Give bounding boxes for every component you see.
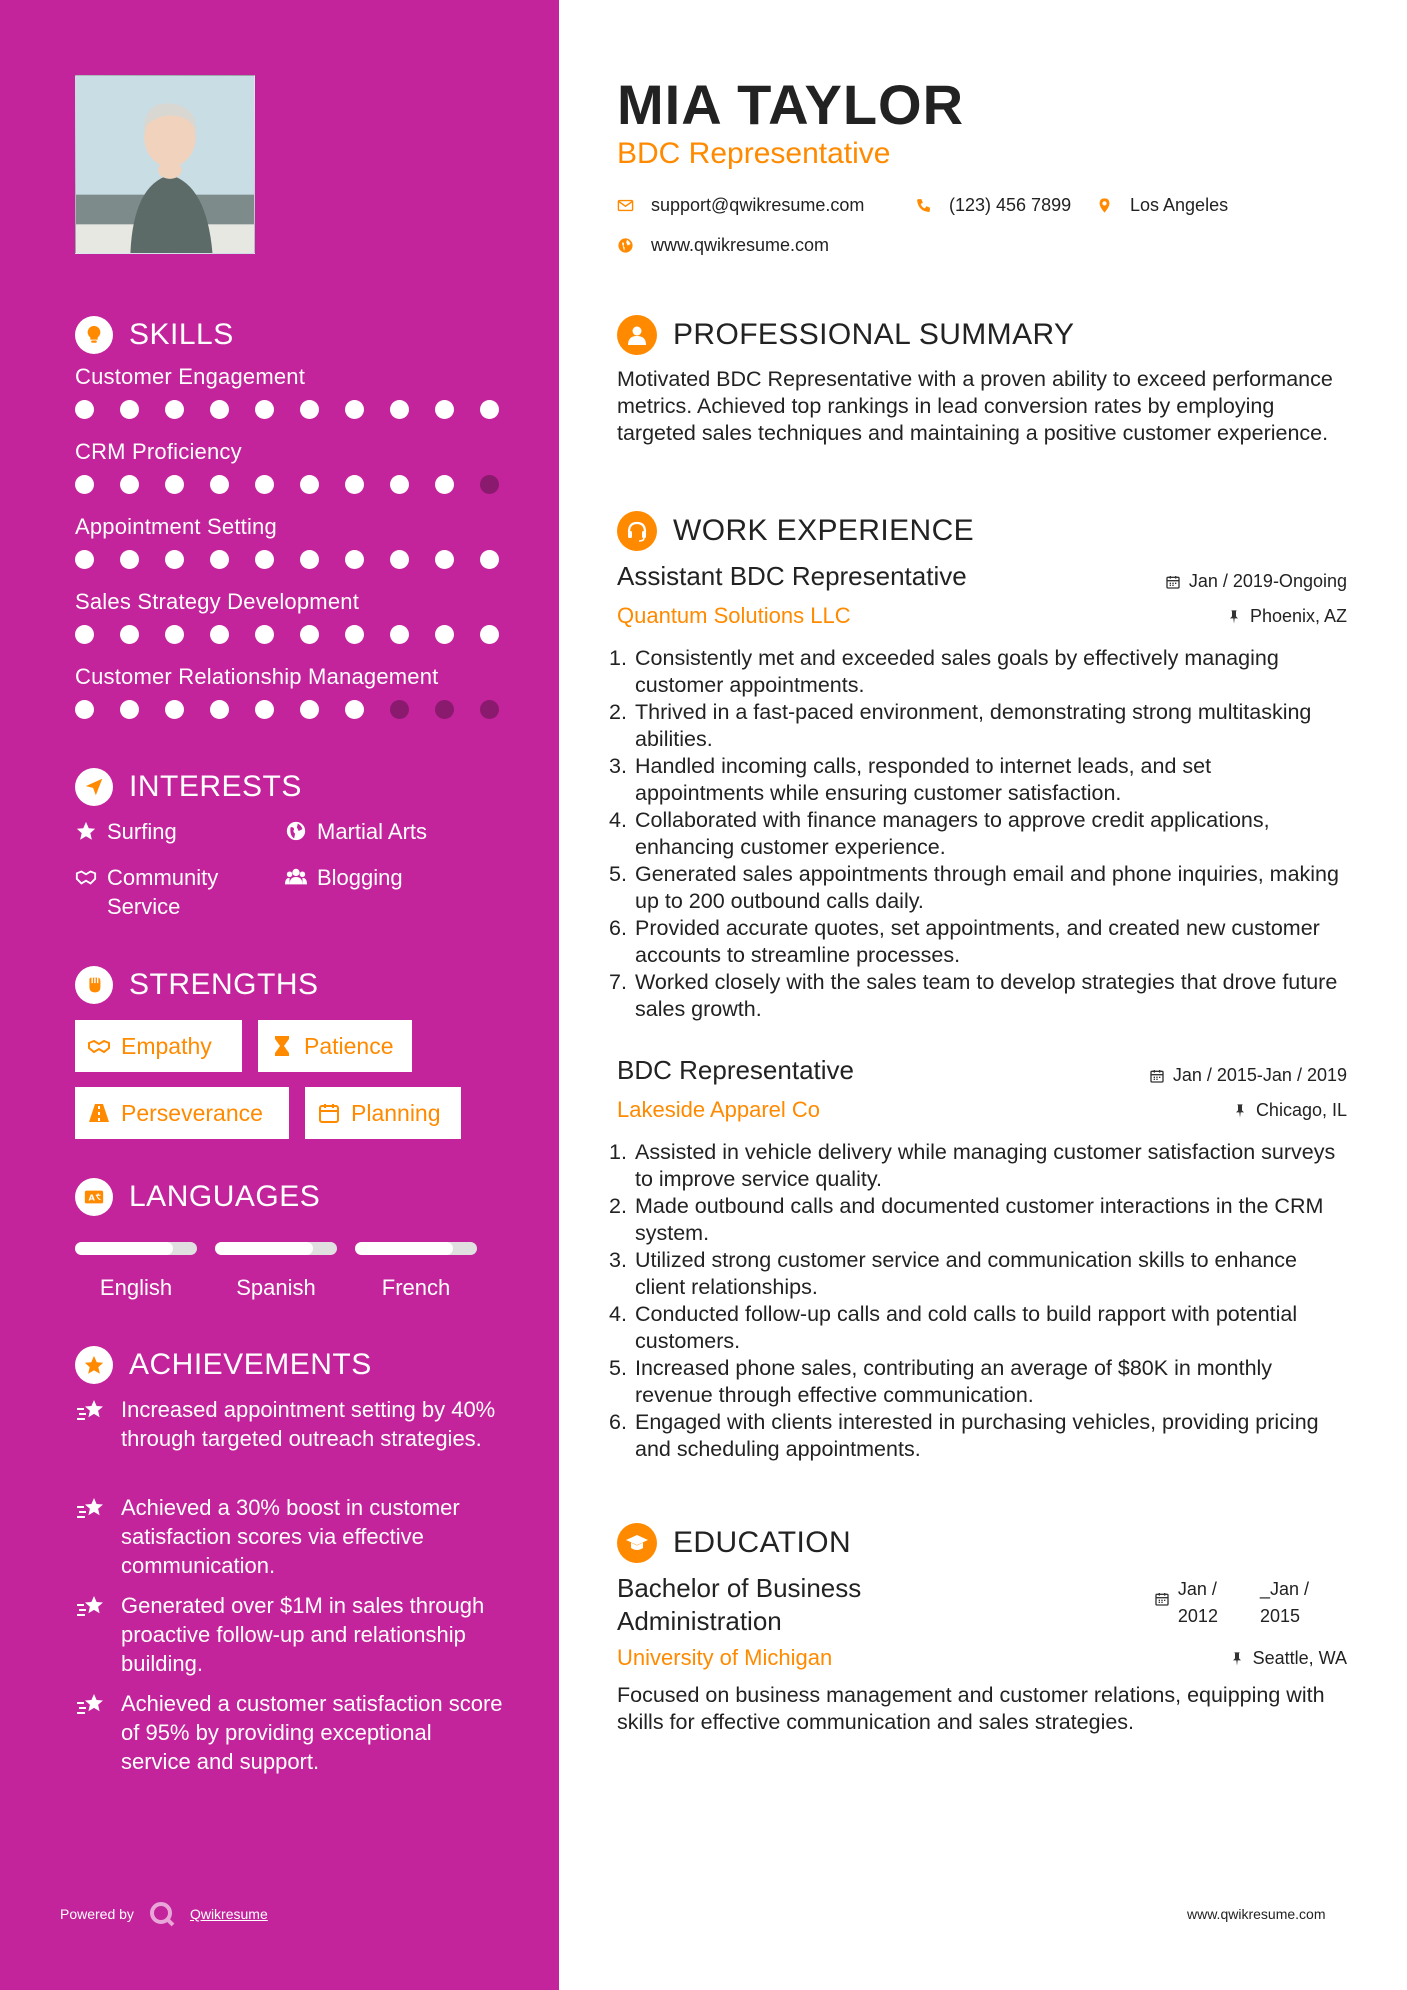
job-location-text: Chicago, IL (1255, 1100, 1347, 1120)
languages-section (75, 1177, 515, 1217)
profile-photo-image (76, 76, 254, 253)
rating-dot-filled (300, 700, 319, 719)
language-item (75, 1242, 197, 1301)
list-item: Collaborated with finance managers to approve credit applications, enhancing customer experience. (635, 808, 1270, 859)
rating-dot-filled (75, 700, 94, 719)
calendar-icon (1149, 1068, 1165, 1084)
strength-label: Planning (351, 1099, 441, 1126)
candidate-name: MIA TAYLOR (617, 73, 965, 136)
interest-item (285, 863, 403, 892)
rating-dot-filled (345, 550, 364, 569)
degree-title: Bachelor of Business Administration (617, 1573, 862, 1636)
list-item: Handled incoming calls, responded to internet leads, and set appointments while ensuring customer satisfaction. (635, 754, 1212, 805)
languages-header (75, 1177, 515, 1217)
rating-dot-filled (120, 400, 139, 419)
contact-email[interactable] (617, 195, 864, 216)
globe-icon (285, 820, 307, 842)
language-item (355, 1242, 477, 1301)
calendar-icon (1165, 574, 1181, 590)
list-item: Engaged with clients interested in purchasing vehicles, providing pricing and scheduling appointments. (635, 1410, 1319, 1461)
language-name: Spanish (236, 1275, 316, 1300)
paper-plane-icon (75, 768, 113, 806)
skill-item (75, 662, 515, 719)
rating-dot-filled (75, 550, 94, 569)
skill-rating (75, 700, 515, 719)
rating-dot-filled (435, 625, 454, 644)
education-header (617, 1522, 851, 1564)
rating-dot-filled (390, 550, 409, 569)
footer-url[interactable]: www.qwikresume.com (1187, 1906, 1326, 1922)
rating-dot-filled (480, 625, 499, 644)
achievement-text: Generated over $1M in sales through proactive follow-up and relationship building. (121, 1593, 485, 1676)
sidebar (0, 0, 559, 1990)
achievement-item (75, 1689, 505, 1776)
powered-by (60, 1900, 268, 1928)
strength-label: Patience (304, 1032, 394, 1059)
rating-dot-filled (300, 625, 319, 644)
list-item: Made outbound calls and documented customer interactions in the CRM system. (635, 1194, 1324, 1245)
languages-title: LANGUAGES (129, 1180, 321, 1213)
contact-phone[interactable] (915, 195, 1071, 216)
end-year: 2015 (1259, 1606, 1300, 1626)
language-bar (355, 1242, 477, 1255)
end-month: _Jan / (1259, 1579, 1309, 1599)
strengths-header (75, 965, 515, 1005)
achievements-section (75, 1345, 515, 1385)
road-icon (87, 1101, 111, 1125)
achievement-item (75, 1395, 505, 1453)
achievement-text: Increased appointment setting by 40% through targeted outreach strategies. (121, 1397, 496, 1451)
achievements-title: ACHIEVEMENTS (129, 1348, 372, 1381)
language-name: French (381, 1275, 451, 1300)
rating-dot-filled (480, 550, 499, 569)
skill-name: CRM Proficiency (75, 439, 242, 464)
candidate-role: BDC Representative (617, 137, 891, 170)
pushpin-icon (1226, 609, 1242, 625)
rating-dot-filled (435, 550, 454, 569)
skill-item (75, 587, 515, 644)
interest-item (75, 817, 177, 846)
achievements-header (75, 1345, 515, 1385)
language-icon (75, 1178, 113, 1216)
qwikresume-logo-icon (148, 1900, 176, 1928)
list-item: Worked closely with the sales team to develop strategies that drove future sales growth. (635, 970, 1338, 1021)
language-bar-fill (215, 1242, 313, 1255)
language-name: English (99, 1275, 173, 1300)
list-item: Utilized strong customer service and communication skills to enhance client relationships. (635, 1248, 1298, 1299)
map-pin-icon (1096, 197, 1113, 214)
rating-dot-filled (435, 400, 454, 419)
skills-title: SKILLS (129, 318, 234, 351)
qwikresume-link[interactable]: Qwikresume (189, 1906, 268, 1922)
rating-dot-filled (210, 550, 229, 569)
job-location (1232, 1100, 1347, 1121)
shooting-star-icon (75, 1397, 107, 1427)
rating-dot-filled (255, 550, 274, 569)
skills-section (75, 315, 515, 355)
education-end-date (1260, 1576, 1309, 1630)
skill-item (75, 512, 515, 569)
skill-name: Sales Strategy Development (75, 589, 360, 614)
skill-rating (75, 400, 515, 419)
rating-dot-filled (210, 625, 229, 644)
handshake-icon (87, 1034, 111, 1058)
strength-label: Empathy (121, 1032, 212, 1059)
skill-rating (75, 625, 515, 644)
skill-rating (75, 550, 515, 569)
skill-item (75, 437, 515, 494)
shooting-star-icon (75, 1691, 107, 1721)
skill-rating (75, 475, 515, 494)
star-icon (75, 820, 97, 842)
education-start-date (1178, 1576, 1218, 1630)
skill-item (75, 362, 515, 419)
rating-dot-filled (345, 400, 364, 419)
rating-dot-filled (390, 475, 409, 494)
rating-dot-filled (345, 700, 364, 719)
interests-section (75, 767, 515, 807)
powered-by-label: Powered by (60, 1906, 134, 1922)
education-title: EDUCATION (673, 1526, 852, 1559)
rating-dot-filled (120, 625, 139, 644)
strength-badge (305, 1087, 461, 1139)
interest-item (285, 817, 427, 846)
rating-dot-filled (165, 700, 184, 719)
job-title: BDC Representative (617, 1055, 854, 1085)
job-dates (1149, 1065, 1347, 1086)
job-responsibilities (609, 645, 1339, 1023)
hourglass-icon (270, 1034, 294, 1058)
language-item (215, 1242, 337, 1301)
company-name: Quantum Solutions LLC (617, 603, 851, 628)
job-location (1226, 606, 1347, 627)
handshake-icon (75, 866, 97, 888)
work-header (617, 510, 974, 552)
list-item: Assisted in vehicle delivery while managing customer satisfaction surveys to improve service quality. (635, 1140, 1336, 1191)
profile-photo (75, 75, 255, 254)
interest-label: Martial Arts (317, 819, 428, 844)
rating-dot-filled (75, 400, 94, 419)
rating-dot-filled (255, 625, 274, 644)
rating-dot-filled (165, 550, 184, 569)
rating-dot-filled (120, 475, 139, 494)
job-dates (1165, 571, 1347, 592)
list-item: Consistently met and exceeded sales goals by effectively managing customer appointments. (635, 646, 1279, 697)
language-bar (75, 1242, 197, 1255)
strength-badge (75, 1087, 289, 1139)
rating-dot-filled (345, 625, 364, 644)
education-dates (1154, 1576, 1347, 1630)
star-badge-icon (75, 1346, 113, 1384)
pushpin-icon (1229, 1651, 1245, 1667)
job-title: Assistant BDC Representative (617, 561, 967, 591)
rating-dot-empty (480, 700, 499, 719)
globe-icon (617, 237, 634, 254)
svg-text:A: A (88, 1192, 95, 1203)
start-year: 2012 (1177, 1606, 1218, 1626)
phone-text: (123) 456 7899 (949, 195, 1072, 215)
skills-header (75, 315, 515, 355)
interests-header (75, 767, 515, 807)
rating-dot-filled (435, 475, 454, 494)
summary-text: Motivated BDC Representative with a proven ability to exceed performance metrics. Achieved top rankings in lead conversion rates by employing targeted sales techniques and maintaining a positive customer experience. (617, 367, 1333, 445)
achievement-text: Achieved a 30% boost in customer satisfaction scores via effective communication. (121, 1495, 460, 1578)
skill-name: Customer Engagement (75, 364, 306, 389)
interest-label: Surfing (107, 819, 177, 844)
interests-title: INTERESTS (129, 770, 302, 803)
language-bar-fill (75, 1242, 173, 1255)
users-icon (285, 866, 307, 888)
rating-dot-filled (120, 700, 139, 719)
achievement-item (75, 1493, 505, 1580)
list-item: Generated sales appointments through email and phone inquiries, making up to 200 outbound calls daily. (635, 862, 1339, 913)
list-item: Thrived in a fast-paced environment, demonstrating strong multitasking abilities. (635, 700, 1312, 751)
list-item: Provided accurate quotes, set appointments, and created new customer accounts to streamline processes. (635, 916, 1320, 967)
graduation-cap-icon (617, 1523, 657, 1563)
company-name: Lakeside Apparel Co (617, 1097, 821, 1122)
list-item: Conducted follow-up calls and cold calls to build rapport with potential customers. (635, 1302, 1298, 1353)
school-name: University of Michigan (617, 1645, 833, 1670)
rating-dot-filled (345, 475, 364, 494)
work-title: WORK EXPERIENCE (673, 514, 975, 547)
list-item: Increased phone sales, contributing an average of $80K in monthly revenue through effective communication. (635, 1356, 1273, 1407)
location-text: Los Angeles (1130, 195, 1229, 215)
website-text: www.qwikresume.com (651, 235, 830, 255)
summary-header (617, 314, 1074, 356)
job-dates-text: Jan / 2015-Jan / 2019 (1172, 1065, 1347, 1085)
contact-location (1096, 195, 1228, 216)
achievement-text: Achieved a customer satisfaction score of 95% by providing exceptional service and support. (121, 1691, 503, 1774)
strength-badge (258, 1020, 412, 1072)
calendar-icon (317, 1101, 341, 1125)
contact-website[interactable] (617, 235, 829, 256)
education-location (1229, 1648, 1347, 1669)
email-text: support@qwikresume.com (651, 195, 865, 215)
language-bar-fill (355, 1242, 453, 1255)
education-location-text: Seattle, WA (1252, 1648, 1347, 1668)
rating-dot-filled (165, 400, 184, 419)
rating-dot-filled (210, 400, 229, 419)
rating-dot-filled (210, 475, 229, 494)
start-month: Jan / (1177, 1579, 1217, 1599)
rating-dot-empty (435, 700, 454, 719)
achievement-item (75, 1591, 505, 1678)
rating-dot-empty (390, 700, 409, 719)
rating-dot-filled (390, 400, 409, 419)
strength-label: Perseverance (121, 1099, 263, 1126)
calendar-icon (1154, 1591, 1170, 1607)
headset-icon (617, 511, 657, 551)
job-responsibilities (609, 1139, 1339, 1463)
rating-dot-filled (300, 475, 319, 494)
rating-dot-filled (480, 400, 499, 419)
language-bar (215, 1242, 337, 1255)
rating-dot-filled (255, 400, 274, 419)
rating-dot-filled (390, 625, 409, 644)
shooting-star-icon (75, 1593, 107, 1623)
pushpin-icon (1232, 1103, 1248, 1119)
skill-name: Appointment Setting (75, 514, 277, 539)
strengths-section (75, 965, 515, 1005)
strengths-title: STRENGTHS (129, 968, 319, 1001)
shooting-star-icon (75, 1495, 107, 1525)
lightbulb-icon (75, 316, 113, 354)
rating-dot-filled (255, 700, 274, 719)
envelope-icon (617, 197, 634, 214)
rating-dot-filled (120, 550, 139, 569)
education-text: Focused on business management and customer relations, equipping with skills for effective communication and sales strategies. (617, 1683, 1325, 1734)
phone-icon (915, 197, 932, 214)
skill-name: Customer Relationship Management (75, 664, 439, 689)
rating-dot-filled (255, 475, 274, 494)
rating-dot-filled (165, 625, 184, 644)
fist-icon (75, 966, 113, 1004)
rating-dot-filled (210, 700, 229, 719)
job-location-text: Phoenix, AZ (1249, 606, 1347, 626)
rating-dot-filled (300, 550, 319, 569)
rating-dot-filled (165, 475, 184, 494)
rating-dot-filled (75, 625, 94, 644)
strength-badge (75, 1020, 242, 1072)
interest-label: Community Service (107, 865, 219, 919)
interest-label: Blogging (317, 865, 403, 890)
rating-dot-filled (300, 400, 319, 419)
rating-dot-filled (75, 475, 94, 494)
job-dates-text: Jan / 2019-Ongoing (1188, 571, 1347, 591)
interest-item (75, 863, 255, 921)
summary-title: PROFESSIONAL SUMMARY (673, 318, 1075, 351)
rating-dot-empty (480, 475, 499, 494)
user-icon (617, 315, 657, 355)
